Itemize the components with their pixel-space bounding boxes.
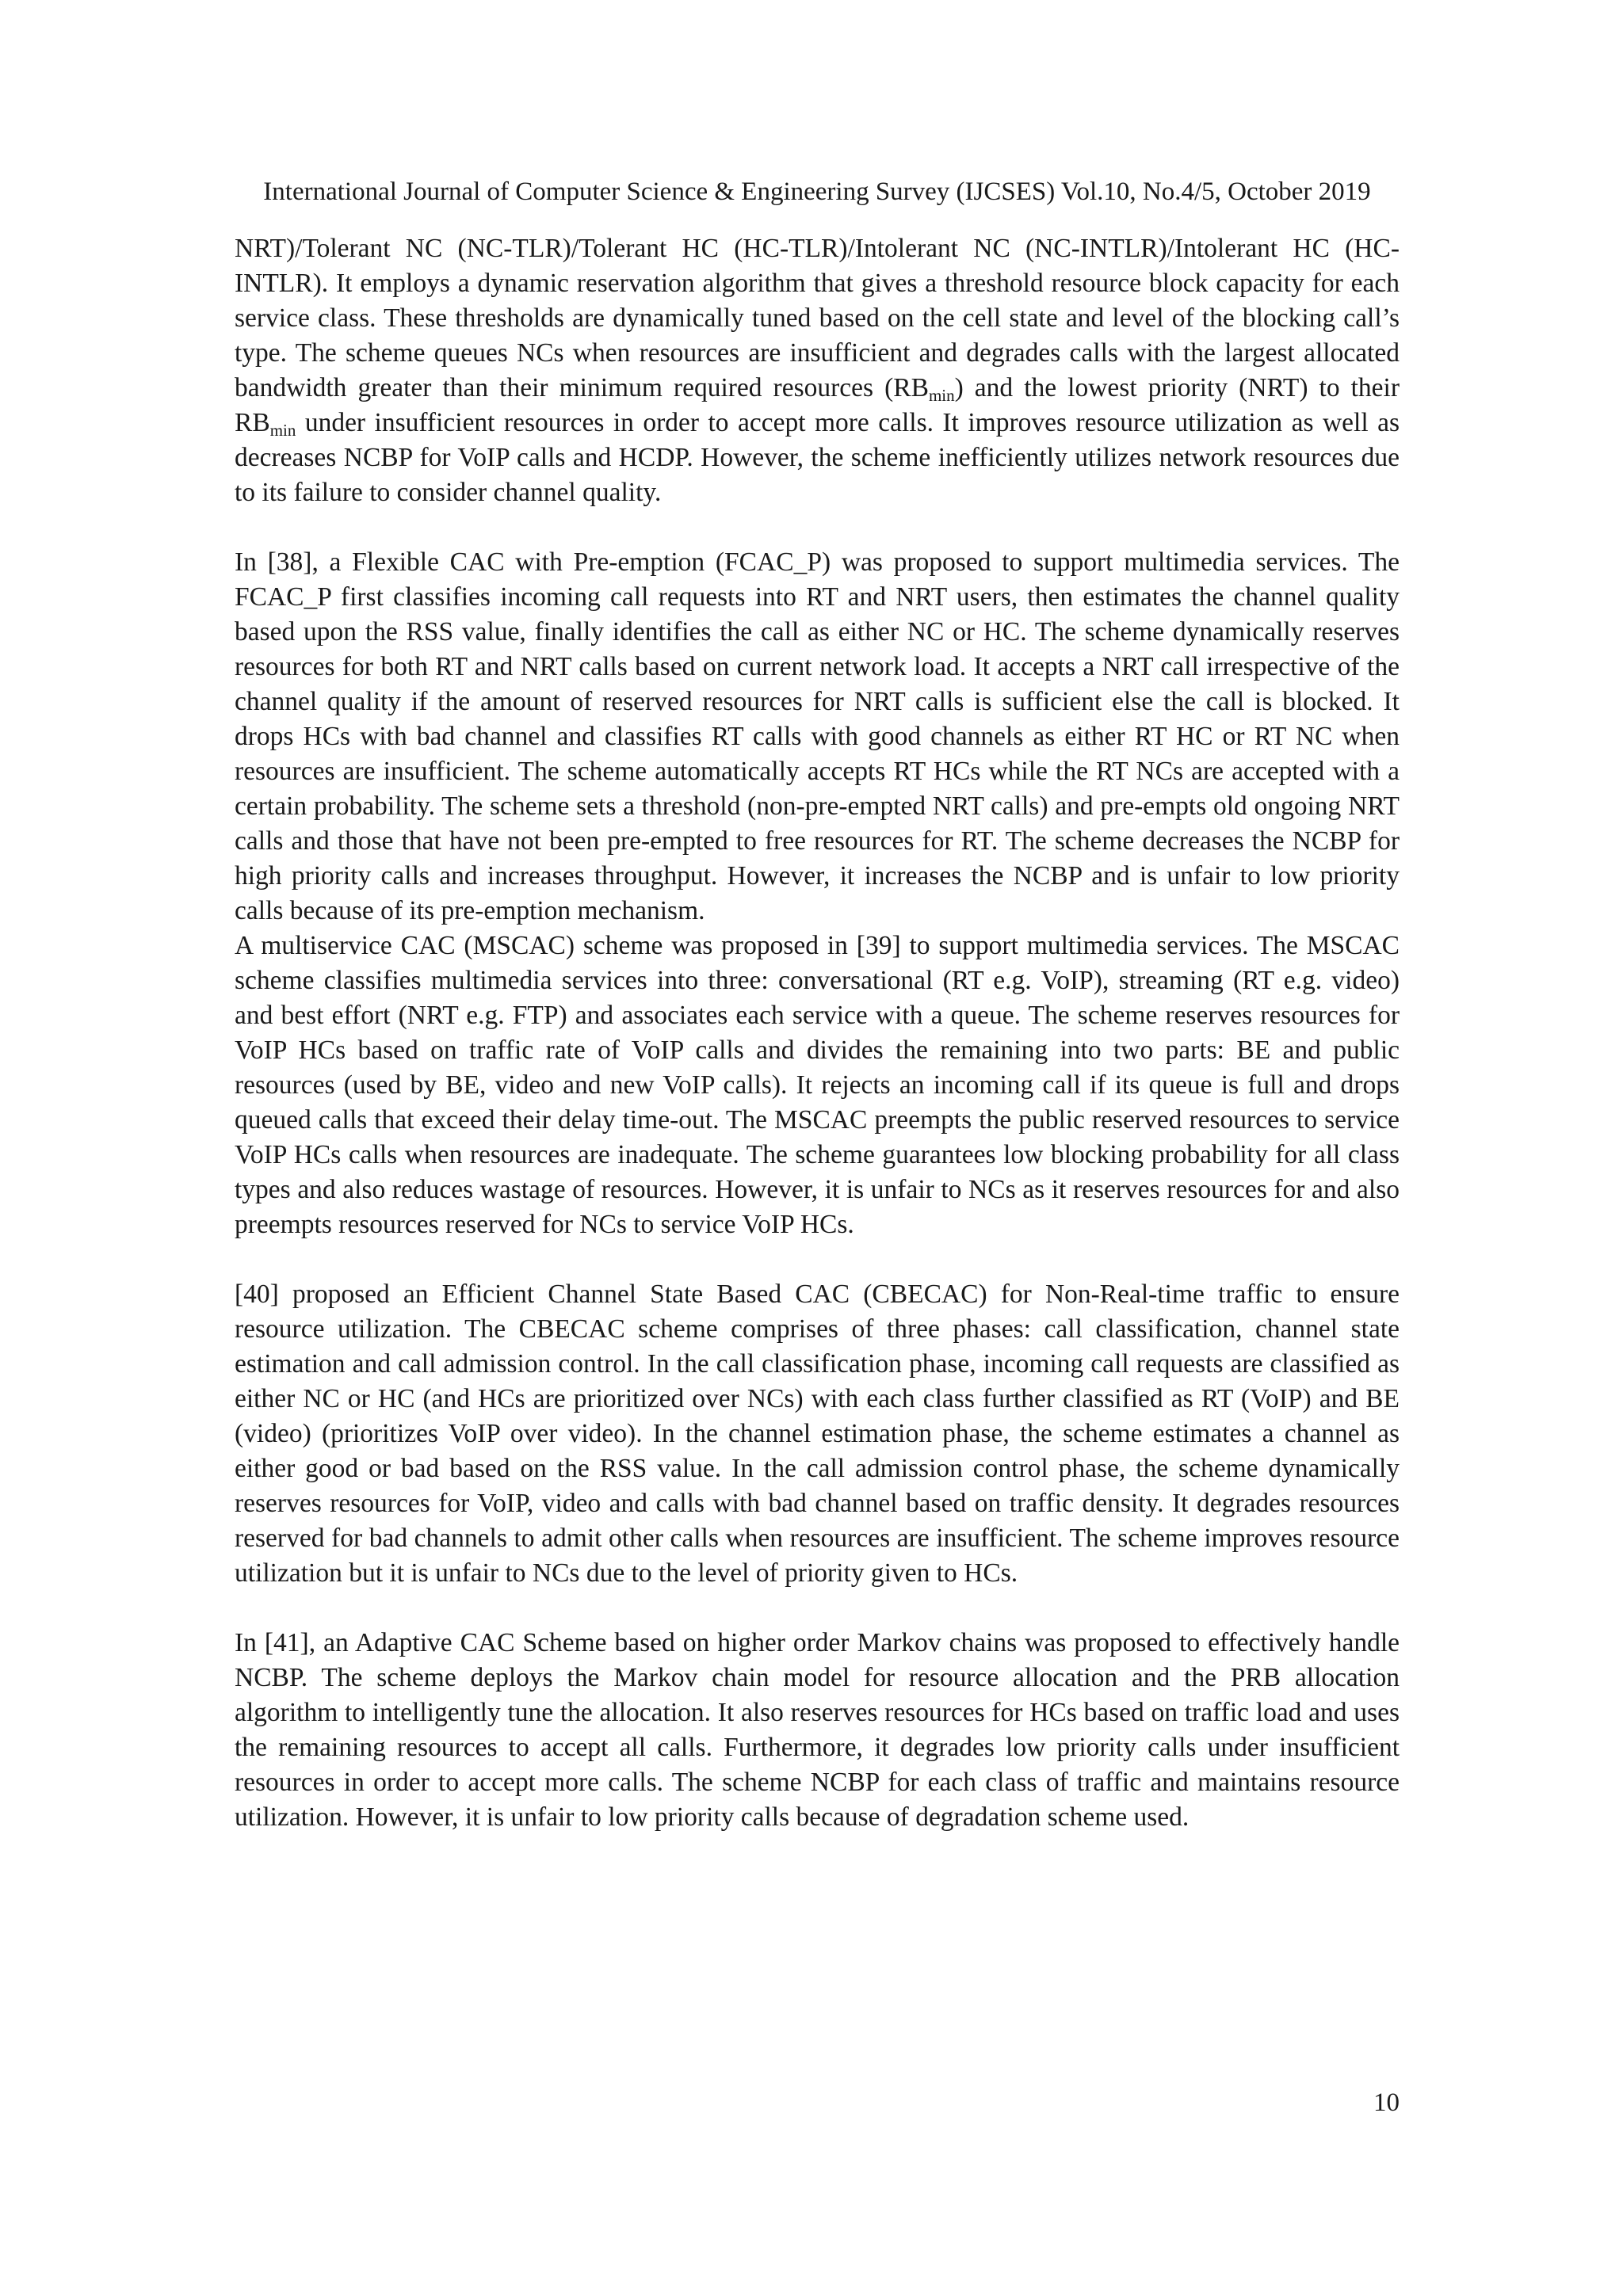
paragraph-text: NRT)/Tolerant NC (NC-TLR)/Tolerant HC (HC-TLR)/Intolerant NC (NC-INTLR)/Intolerant HC (HC-INTLR). It employs a dynamic reservation algorithm that gives a threshold resource block capacity for each service class. These thresholds are dynamically tuned based on the cell state and level of the blocking call’s type. The scheme queues NCs when resources are insufficient and degrades calls with the largest allocated bandwidth greater than their minimum required resources (RB bbox=[235, 234, 1400, 402]
paragraph-dynamic-reservation bbox=[235, 231, 1400, 510]
subscript-min: min bbox=[269, 421, 296, 440]
paragraph-cbecac: [40] proposed an Efficient Channel State Based CAC (CBECAC) for Non-Real-time traffic to ensure resource utilization. The CBECAC scheme comprises of three phases: call classification, channel state estimation and call admission control. In the call classification phase, incoming call requests are classified as either NC or HC (and HCs are prioritized over NCs) with each class further classified as RT (VoIP) and BE (video) (prioritizes VoIP over video). In the channel estimation phase, the scheme estimates a channel as either good or bad based on the RSS value. In the call admission control phase, the scheme dynamically reserves resources for VoIP, video and calls with bad channel based on traffic density. It degrades resources reserved for bad channels to admit other calls when resources are insufficient. The scheme improves resource utilization but it is unfair to NCs due to the level of priority given to HCs. bbox=[235, 1280, 1400, 1588]
paragraph-text: under insufficient resources in order to accept more calls. It improves resource utilization as well as decreases NCBP for VoIP calls and HCDP. However, the scheme inefficiently utilizes network resources due to its failure to consider channel quality. bbox=[235, 408, 1400, 507]
paragraph-adaptive-cac: In [41], an Adaptive CAC Scheme based on higher order Markov chains was proposed to effectively handle NCBP. The scheme deploys the Markov chain model for resource allocation and the PRB allocation algorithm to intelligently tune the allocation. It also reserves resources for HCs based on traffic load and uses the remaining resources to accept all calls. Furthermore, it degrades low priority calls under insufficient resources in order to accept more calls. The scheme NCBP for each class of traffic and maintains resource utilization. However, it is unfair to low priority calls because of degradation scheme used. bbox=[235, 1628, 1400, 1832]
page-number: 10 bbox=[1373, 2088, 1400, 2117]
paragraph-mscac: A multiservice CAC (MSCAC) scheme was proposed in [39] to support multimedia services. The MSCAC scheme classifies multimedia services into three: conversational (RT e.g. VoIP), streaming (RT e.g. video) and best effort (NRT e.g. FTP) and associates each service with a queue. The scheme reserves resources for VoIP HCs based on traffic rate of VoIP calls and divides the remaining into two parts: BE and public resources (used by BE, video and new VoIP calls). It rejects an incoming call if its queue is full and drops queued calls that exceed their delay time-out. The MSCAC preempts the public reserved resources to service VoIP HCs calls when resources are inadequate. The scheme guarantees low blocking probability for all class types and also reduces wastage of resources. However, it is unfair to NCs as it reserves resources for and also preempts resources reserved for NCs to service VoIP HCs. bbox=[235, 931, 1400, 1239]
paragraph-fcac-p: In [38], a Flexible CAC with Pre-emption (FCAC_P) was proposed to support multimedia services. The FCAC_P first classifies incoming call requests into RT and NRT users, then estimates the channel quality based upon the RSS value, finally identifies the call as either NC or HC. The scheme dynamically reserves resources for both RT and NRT calls based on current network load. It accepts a NRT call irrespective of the channel quality if the amount of reserved resources for NRT calls is sufficient else the call is blocked. It drops HCs with bad channel and classifies RT calls with good channels as either RT HC or RT NC when resources are insufficient. The scheme automatically accepts RT HCs while the RT NCs are accepted with a certain probability. The scheme sets a threshold (non-pre-empted NRT calls) and pre-empts old ongoing NRT calls and those that have not been pre-empted to free resources for RT. The scheme decreases the NCBP for high priority calls and increases throughput. However, it increases the NCBP and is unfair to low priority calls because of its pre-emption mechanism. bbox=[235, 547, 1400, 925]
paragraph-text: ) and the lowest priority (NRT) to their RB bbox=[235, 373, 1400, 437]
subscript-min: min bbox=[928, 386, 955, 405]
running-header: International Journal of Computer Science & Engineering Survey (IJCSES) Vol.10, No.4/5, October 2019 bbox=[263, 177, 1371, 206]
body-text bbox=[235, 231, 1400, 1835]
